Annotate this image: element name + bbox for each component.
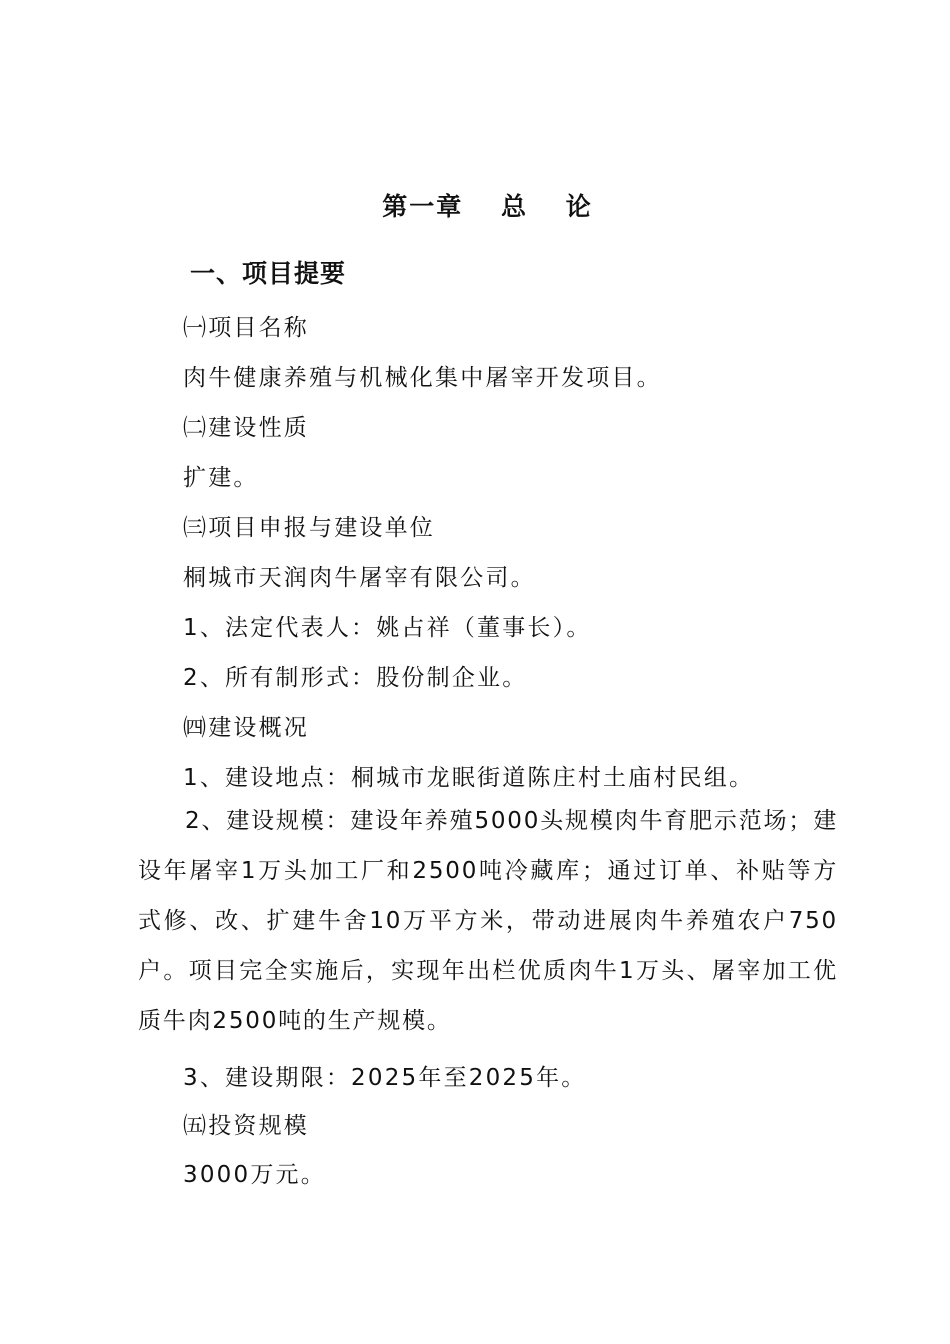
construction-location: 1、建设地点：桐城市龙眠街道陈庄村土庙村民组。 — [183, 765, 755, 791]
section-heading: 一、项目提要 — [190, 259, 347, 288]
investment-heading: ㈤投资规模 — [183, 1113, 309, 1139]
construction-scale-paragraph — [138, 796, 838, 1046]
applicant-unit-value: 桐城市天润肉牛屠宰有限公司。 — [183, 565, 536, 591]
construction-nature-value: 扩建。 — [183, 465, 259, 491]
construction-scale-text: 2、建设规模：建设年养殖5000头规模肉牛育肥示范场；建设年屠宰1万头加工厂和2500吨冷藏库；通过订单、补贴等方式修、改、扩建牛舍10万平方米，带动进展肉牛养殖农户750户。项目完全实施后，实现年出栏优质肉牛1万头、屠宰加工优质牛肉2500吨的生产规模。 — [138, 808, 838, 1034]
investment-value: 3000万元。 — [183, 1162, 326, 1188]
ownership-form: 2、所有制形式：股份制企业。 — [183, 665, 528, 691]
chapter-title: 第一章 总 论 — [382, 192, 593, 221]
applicant-unit-heading: ㈢项目申报与建设单位 — [183, 515, 435, 541]
construction-overview-heading: ㈣建设概况 — [183, 715, 309, 741]
project-name-value: 肉牛健康养殖与机械化集中屠宰开发项目。 — [183, 365, 662, 391]
legal-representative: 1、法定代表人：姚占祥（董事长）。 — [183, 615, 592, 641]
project-name-heading: ㈠项目名称 — [183, 315, 309, 341]
construction-period: 3、建设期限：2025年至2025年。 — [183, 1065, 587, 1091]
construction-nature-heading: ㈡建设性质 — [183, 415, 309, 441]
